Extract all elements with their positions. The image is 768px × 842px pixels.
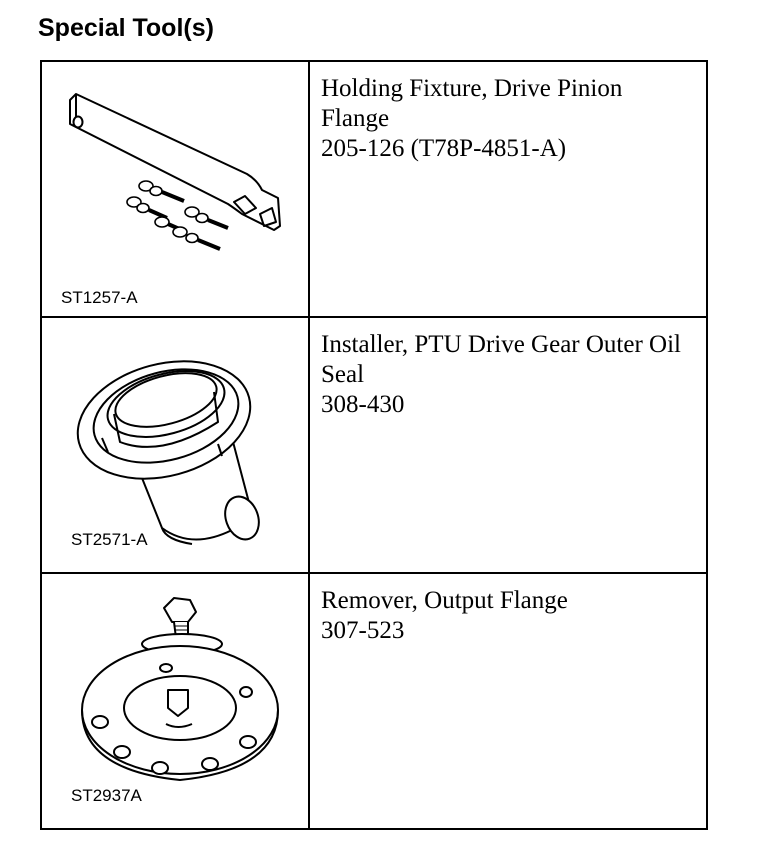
tool-figure-cell [41, 573, 309, 829]
figure-label: ST2571-A [71, 530, 148, 549]
special-tools-table [40, 60, 708, 830]
page-title: Special Tool(s) [38, 14, 214, 42]
holding-fixture-icon [42, 62, 308, 318]
tool-row [41, 317, 707, 573]
tool-figure-cell [41, 317, 309, 573]
tool-number: 308-430 [321, 391, 405, 418]
tool-figure-cell [41, 61, 309, 317]
figure-label: ST1257-A [61, 288, 138, 307]
tool-description-cell [309, 317, 707, 573]
tool-description-cell [309, 61, 707, 317]
tool-name: Holding Fixture, Drive Pinion Flange [321, 75, 623, 132]
tool-description-cell [309, 573, 707, 829]
tool-number: 307-523 [321, 617, 405, 644]
tool-name: Remover, Output Flange [321, 587, 568, 614]
tool-row [41, 61, 707, 317]
tool-name: Installer, PTU Drive Gear Outer Oil Seal [321, 331, 681, 388]
figure-label: ST2937A [71, 786, 142, 805]
tool-row [41, 573, 707, 829]
tool-number: 205-126 (T78P-4851-A) [321, 135, 567, 162]
